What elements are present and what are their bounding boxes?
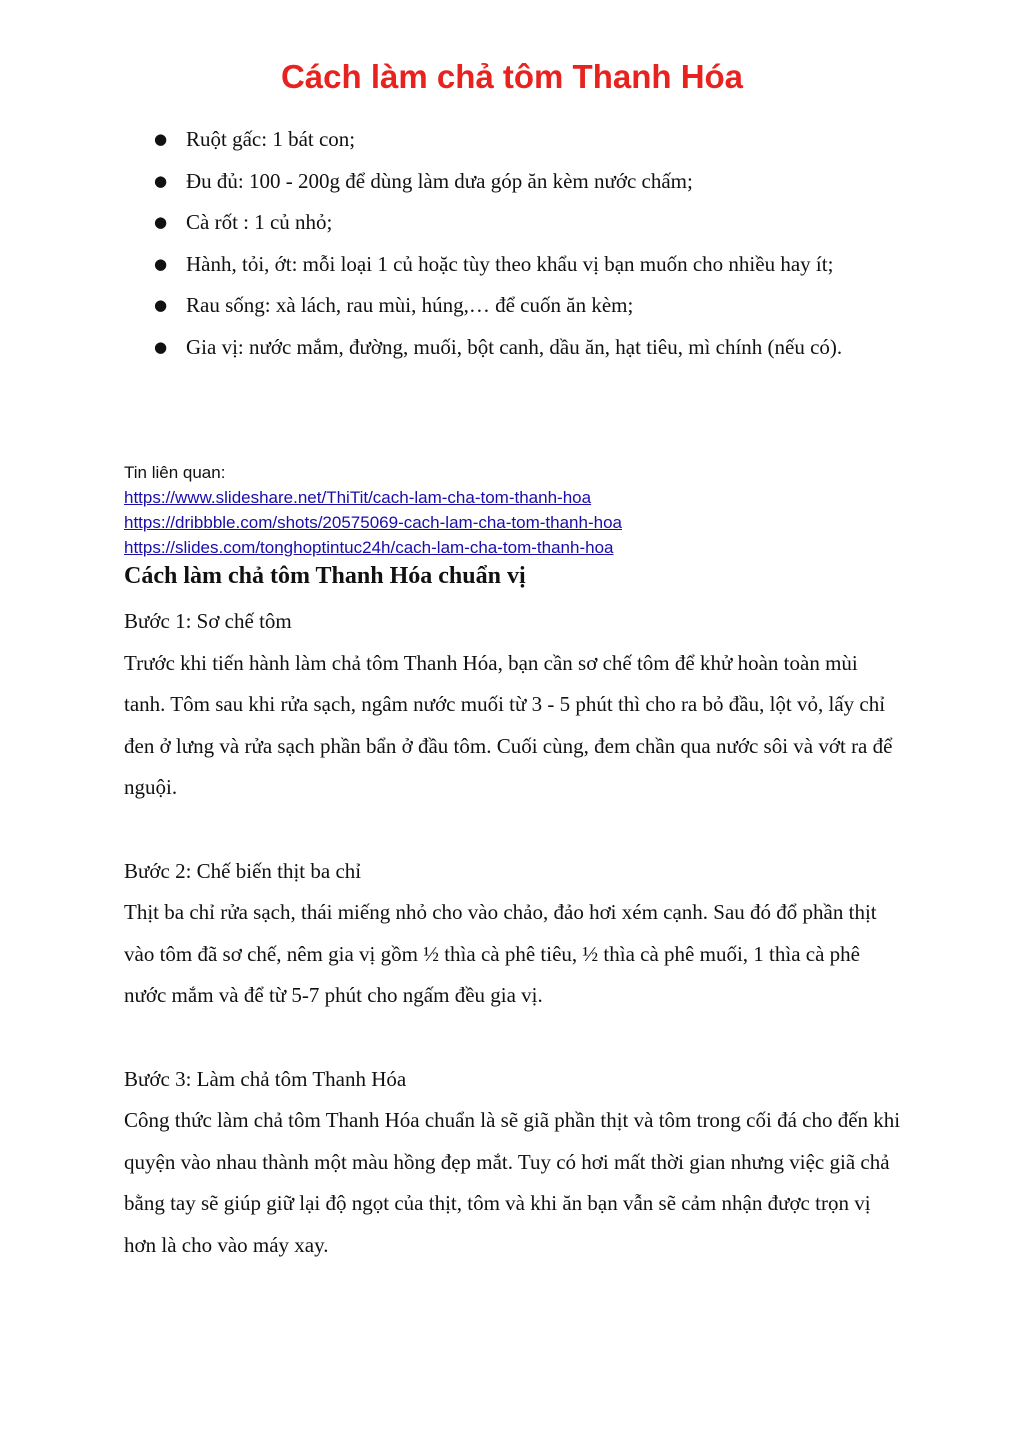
ingredient-text: Đu đủ: 100 - 200g để dùng làm dưa góp ăn kèm nước chấm; (186, 168, 693, 193)
list-item (124, 202, 914, 244)
ingredient-list (124, 119, 914, 368)
related-label: Tin liên quan: (124, 463, 226, 482)
page-title: Cách làm chả tôm Thanh Hóa (280, 58, 744, 95)
related-link-slides[interactable]: https://slides.com/tonghoptintuc24h/cach-lam-cha-tom-thanh-hoa (124, 538, 614, 557)
list-item (124, 327, 914, 369)
related-link-slideshare[interactable]: https://www.slideshare.net/ThiTit/cach-lam-cha-tom-thanh-hoa (124, 488, 592, 507)
related-link-dribbble[interactable]: https://dribbble.com/shots/20575069-cach-lam-cha-tom-thanh-hoa (124, 513, 622, 532)
bullet-icon: ● (154, 337, 168, 356)
bullet-icon: ● (154, 213, 168, 231)
bullet-icon: ● (154, 296, 168, 314)
list-item (124, 161, 914, 203)
step-text: Trước khi tiến hành làm chả tôm Thanh Hóa, bạn cần sơ chế tôm để khử hoàn toàn mùi tanh. Tôm sau khi rửa sạch, ngâm nước muối từ 3 - 5 phút thì cho ra bỏ đầu, lột vỏ, lấy chỉ đen ở lưng và rửa sạch phần bẩn ở đầu tôm. Cuối cùng, đem chần qua nước sôi và vớt ra để nguội. (124, 650, 893, 800)
ingredient-text: Gia vị: nước mắm, đường, muối, bột canh, dầu ăn, hạt tiêu, mì chính (nếu có). (186, 334, 843, 359)
list-item (124, 244, 914, 286)
spacer (124, 1017, 904, 1059)
bullet-icon: ● (154, 254, 168, 273)
step-text: Thịt ba chỉ rửa sạch, thái miếng nhỏ cho vào chảo, đảo hơi xém cạnh. Sau đó đổ phần thịt vào tôm đã sơ chế, nêm gia vị gồm ½ thìa cà phê tiêu, ½ thìa cà phê muối, 1 thìa cà phê nước mắm và để từ 5-7 phút cho ngấm đều gia vị. (124, 900, 877, 1008)
bullet-icon: ● (154, 171, 168, 190)
step-title: Bước 2: Chế biến thịt ba chỉ (124, 858, 362, 883)
ingredient-text: Hành, tỏi, ớt: mỗi loại 1 củ hoặc tùy theo khẩu vị bạn muốn cho nhiều hay ít; (186, 251, 834, 276)
ingredient-text: Cà rốt : 1 củ nhỏ; (186, 210, 333, 234)
spacer (124, 809, 904, 851)
ingredient-text: Rau sống: xà lách, rau mùi, húng,… để cuốn ăn kèm; (186, 293, 634, 317)
list-item (124, 119, 914, 161)
step-title: Bước 3: Làm chả tôm Thanh Hóa (124, 1066, 407, 1091)
bullet-icon: ● (154, 130, 168, 148)
step-text: Công thức làm chả tôm Thanh Hóa chuẩn là sẽ giã phần thịt và tôm trong cối đá cho đến khi quyện vào nhau thành một màu hồng đẹp mắt. Tuy có hơi mất thời gian nhưng việc giã chả bằng tay sẽ giúp giữ lại độ ngọt của thịt, tôm và khi ăn bạn vẫn sẽ cảm nhận được trọn vị hơn là cho vào máy xay. (124, 1108, 901, 1257)
steps-body (124, 601, 904, 1267)
related-links (124, 460, 924, 560)
section-title: Cách làm chả tôm Thanh Hóa chuẩn vị (124, 563, 526, 589)
list-item (124, 285, 914, 327)
step-title: Bước 1: Sơ chế tôm (124, 609, 292, 633)
ingredient-text: Ruột gấc: 1 bát con; (186, 127, 356, 151)
